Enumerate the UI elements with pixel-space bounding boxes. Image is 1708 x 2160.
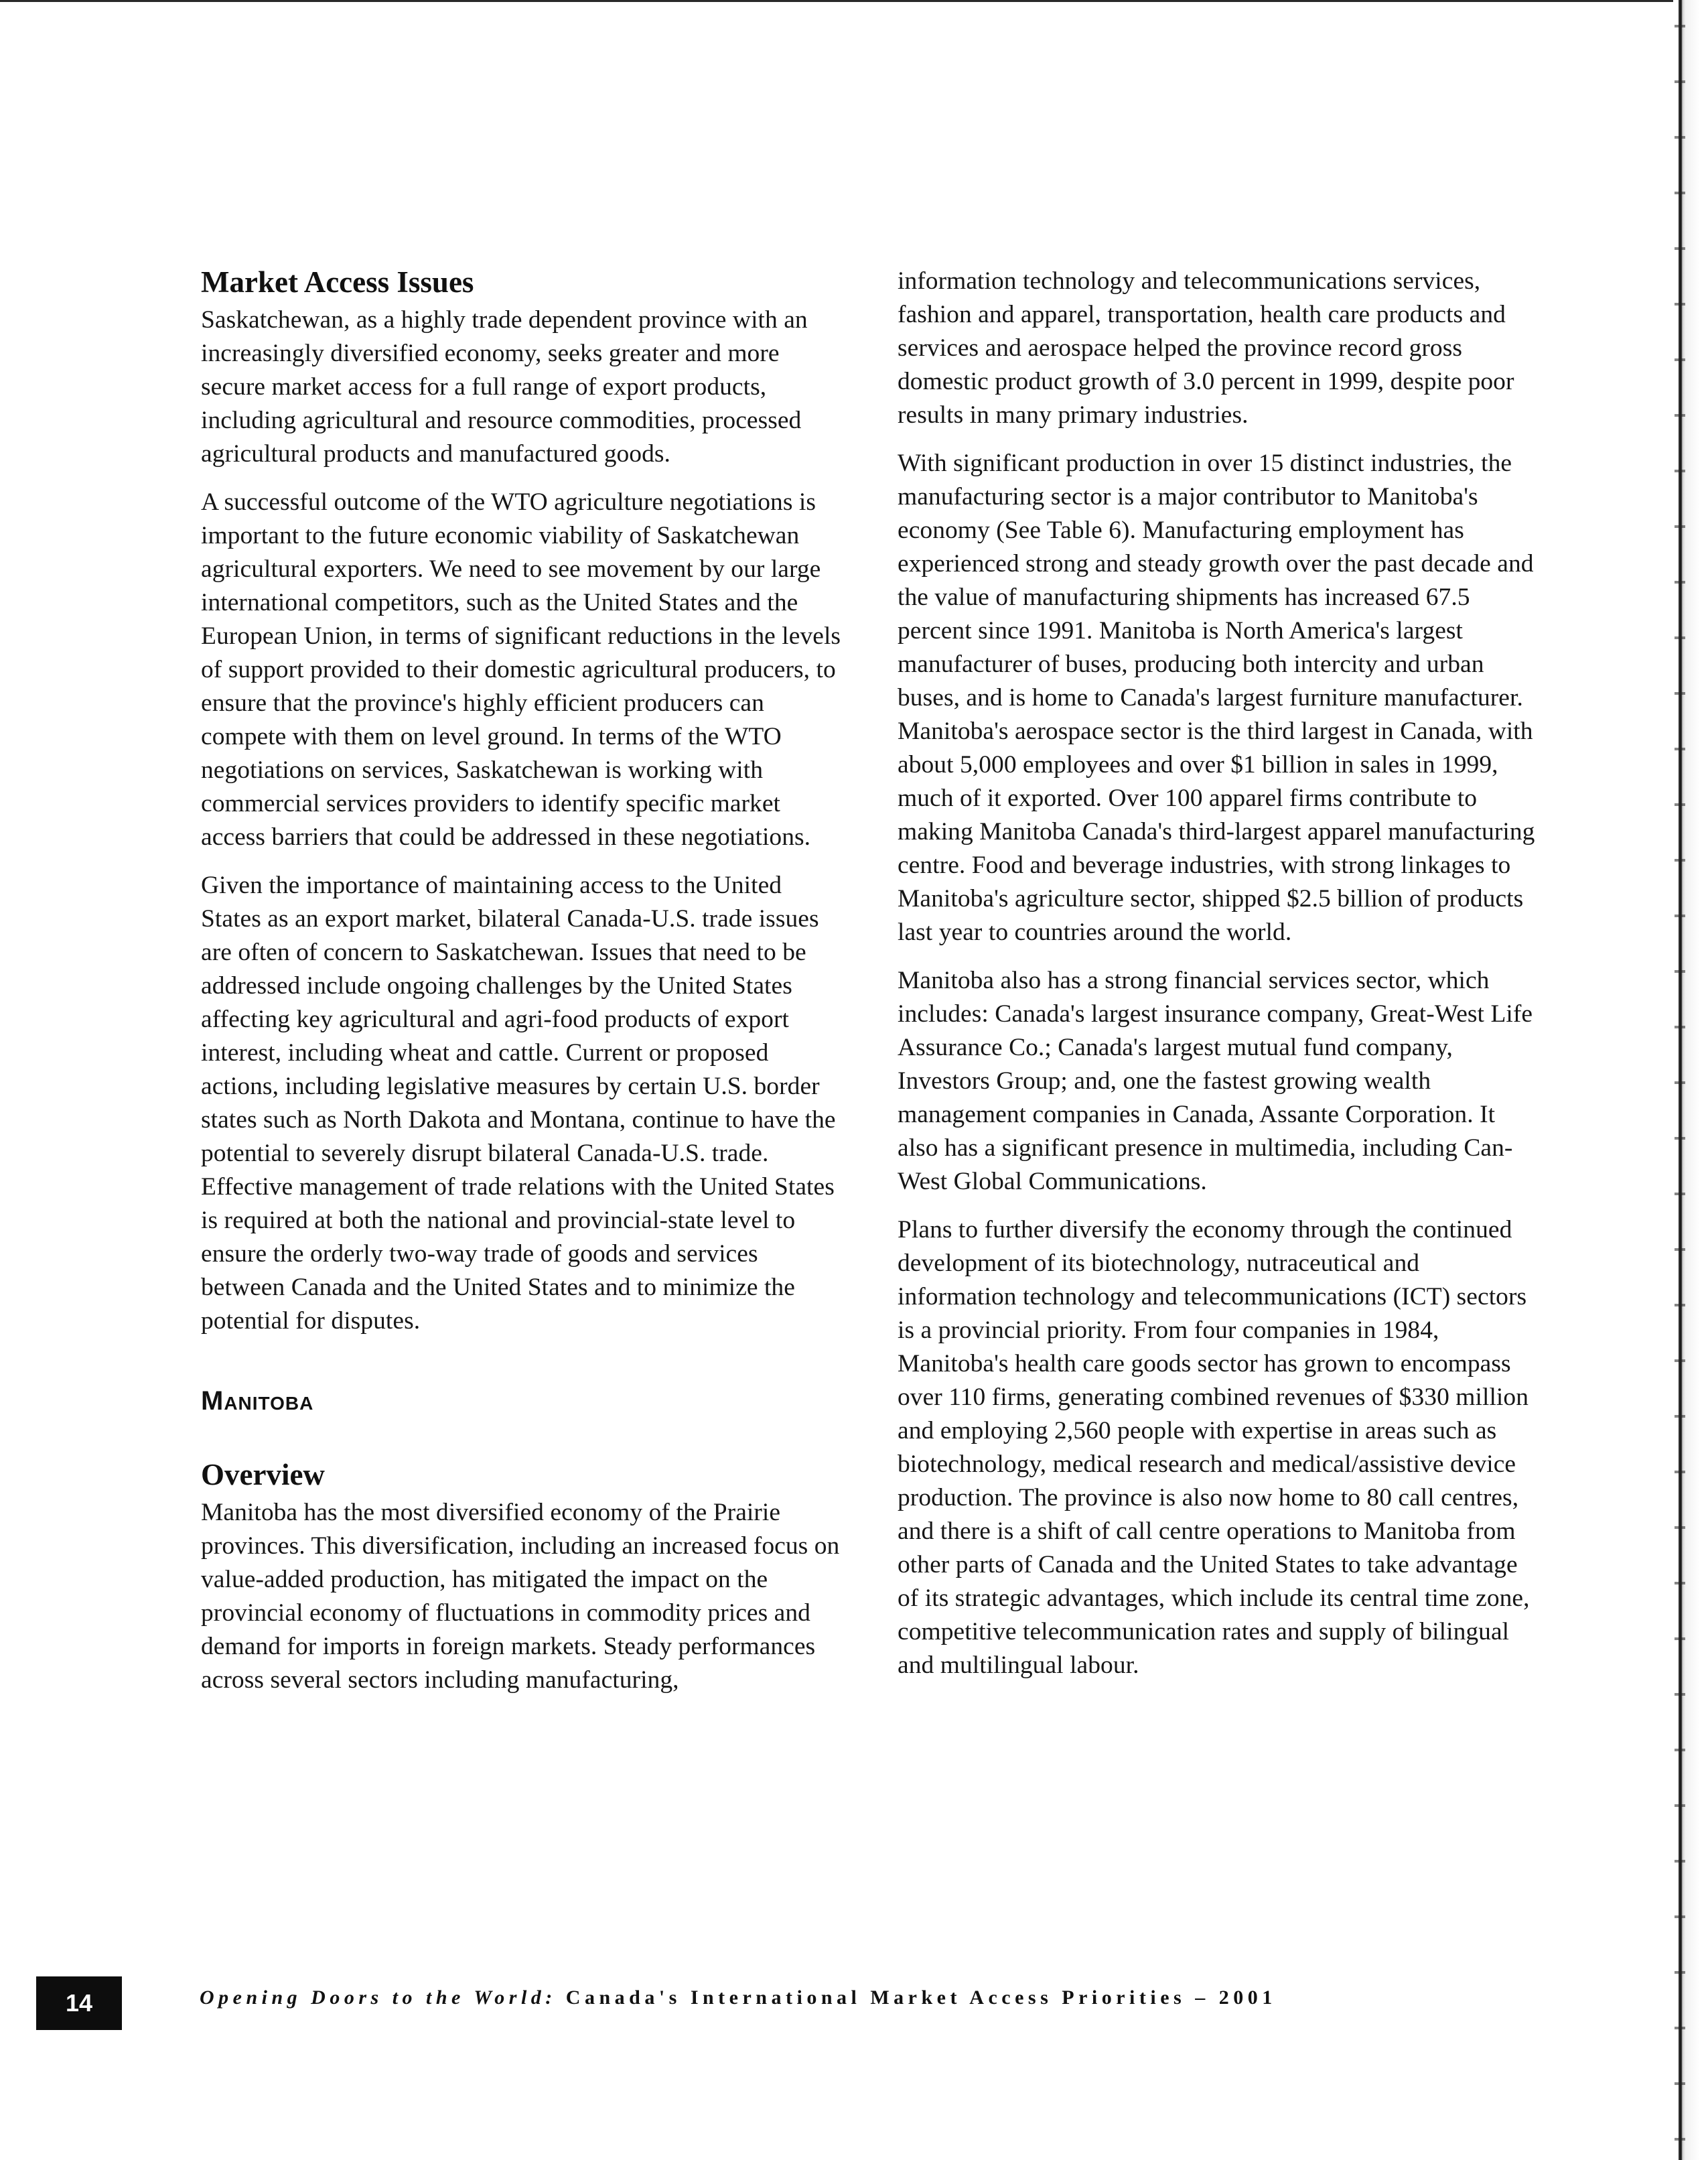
body-paragraph: With significant production in over 15 distinct industries, the manufacturing sector is a major contributor to Manitoba's economy (See Table 6). Manufacturing employment has experienced strong and steady growth over the past decade and the value of manufacturing shipments has increased 67.5 percent since 1991. Manitoba is North America's largest manufacturer of buses, producing both intercity and urban buses, and is home to Canada's largest furniture manufacturer. Manitoba's aerospace sector is the third largest in Canada, with about 5,000 employees and over $1 billion in sales in 1999, much of it exported. Over 100 apparel firms contribute to making Manitoba Canada's third-largest apparel manufacturing centre. Food and beverage industries, with strong linkages to Manitoba's agriculture sector, shipped $2.5 billion of products last year to countries around the world. (898, 450, 1535, 946)
body-paragraph: A successful outcome of the WTO agriculture negotiations is important to the future economic viability of Saskatchewan agricultural exporters. We need to see movement by our large international competitors, such as the United States and the European Union, in terms of significant reductions in the levels of support provided to their domestic agricultural producers, to ensure that the province's highly efficient producers can compete with them on level ground. In terms of the WTO negotiations on services, Saskatchewan is working with commercial services providers to identify specific market access barriers that could be addressed in these negotiations. (201, 488, 841, 851)
overview-paragraph: Manitoba has the most diversified economy of the Prairie provinces. This diversification, including an increased focus on value-added production, has mitigated the impact on the provincial economy of fluctuations in commodity prices and demand for imports in foreign markets. Steady performances across several sectors including manufacturing, (201, 1499, 840, 1694)
body-paragraph: Saskatchewan, as a highly trade dependent province with an increasingly diversified economy, seeks greater and more secure market access for a full range of export products, including agricultural and resource commodities, processed agricultural products and manufactured goods. (201, 306, 808, 468)
body-paragraph: Given the importance of maintaining access to the United States as an export market, bilateral Canada-U.S. trade issues are often of concern to Saskatchewan. Issues that need to be addressed include ongoing challenges by the United States affecting key agricultural and agri-food products of export interest, including wheat and cattle. Current or proposed actions, including legislative measures by certain U.S. border states such as North Dakota and Montana, continue to have the potential to severely disrupt bilateral Canada-U.S. trade. Effective management of trade relations with the United States is required at both the national and provincial-state level to ensure the orderly two-way trade of goods and services between Canada and the United States and to minimize the potential for disputes. (201, 872, 836, 1335)
body-paragraph: information technology and telecommunications services, fashion and apparel, transportation, health care products and services and aerospace helped the province record gross domestic product growth of 3.0 percent in 1999, despite poor results in many primary industries. (898, 267, 1514, 429)
body-paragraph: Plans to further diversify the economy through the continued development of its biotechnology, nutraceutical and information technology and telecommunications (ICT) sectors is a provincial priority. From four companies in 1984, Manitoba's health care goods sector has grown to encompass over 110 firms, generating combined revenues of $330 million and employing 2,560 people with expertise in areas such as biotechnology, medical research and medical/assistive device production. The province is also now home to 80 call centres, and there is a shift of call centre operations to Manitoba from other parts of Canada and the United States to take advantage of its strategic advantages, which include its central time zone, competitive telecommunication rates and supply of bilingual and multilingual labour. (898, 1216, 1530, 1679)
market-access-heading: Market Access Issues (201, 265, 474, 299)
running-footer (200, 1984, 1472, 2011)
page-number: 14 (36, 1976, 122, 2030)
overview-heading: Overview (201, 1458, 325, 1491)
manitoba-section-title: Manitoba (201, 1386, 314, 1416)
left-column (201, 265, 844, 1712)
body-paragraph: Manitoba also has a strong financial services sector, which includes: Canada's largest insurance company, Great-West Life Assurance Co.; Canada's largest mutual fund company, Investors Group; and, one the fastest growing wealth management companies in Canada, Assante Corporation. It also has a significant presence in multimedia, including Can-West Global Communications. (898, 967, 1533, 1195)
footer-title-rest: Canada's International Market Access Priorities – 2001 (556, 1986, 1277, 2009)
scan-edge-marks (1675, 0, 1685, 2160)
right-column (898, 265, 1541, 1697)
footer-title-italic: Opening Doors to the World: (200, 1986, 557, 2009)
top-border-rule (0, 0, 1675, 2)
